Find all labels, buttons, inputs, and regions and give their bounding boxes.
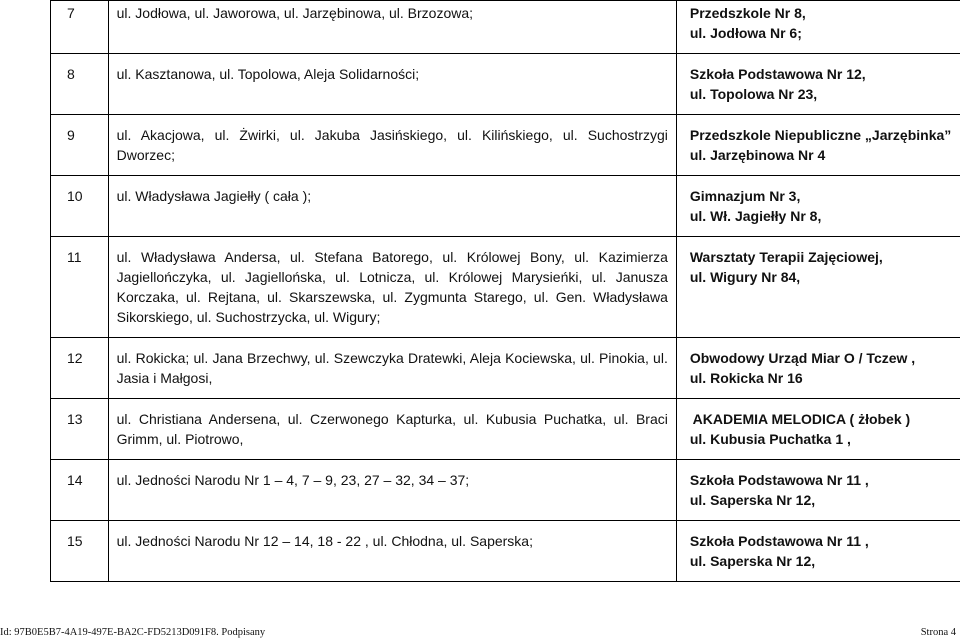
institution-name: Przedszkole Niepubliczne „Jarzębinka” (689, 127, 952, 143)
institution-cell (676, 115, 960, 176)
institution-cell (676, 521, 960, 582)
institution-cell (676, 54, 960, 115)
table-row (51, 54, 960, 115)
institution-address: ul. Rokicka Nr 16 (689, 370, 803, 386)
institution-name: Warsztaty Terapii Zajęciowej, (689, 249, 883, 265)
row-number: 11 (51, 237, 109, 338)
assignment-table (50, 0, 960, 582)
institution-name: Przedszkole Nr 8, (689, 5, 806, 21)
streets-cell: ul. Rokicka; ul. Jana Brzechwy, ul. Szewczyka Dratewki, Aleja Kociewska, ul. Pinokia, ul. Jasia i Małgosi, (108, 338, 676, 399)
table-row (51, 176, 960, 237)
page-number: Strona 4 (920, 627, 956, 638)
institution-address: ul. Jarzębinowa Nr 4 (689, 147, 826, 163)
institution-address: ul. Topolowa Nr 23, (689, 86, 818, 102)
document-id: Id: 97B0E5B7-4A19-497E-BA2C-FD5213D091F8. Podpisany (0, 627, 266, 638)
institution-cell (676, 176, 960, 237)
streets-cell: ul. Christiana Andersena, ul. Czerwonego Kapturka, ul. Kubusia Puchatka, ul. Braci Grimm, ul. Piotrowo, (108, 399, 676, 460)
table-row (51, 399, 960, 460)
row-number: 10 (51, 176, 109, 237)
table-row (51, 460, 960, 521)
institution-name: Gimnazjum Nr 3, (689, 188, 801, 204)
streets-cell: ul. Jedności Narodu Nr 1 – 4, 7 – 9, 23, 27 – 32, 34 – 37; (108, 460, 676, 521)
institution-address: ul. Saperska Nr 12, (689, 492, 816, 508)
institution-cell (676, 338, 960, 399)
institution-address: ul. Kubusia Puchatka 1 , (689, 431, 851, 447)
streets-cell: ul. Kasztanowa, ul. Topolowa, Aleja Solidarności; (108, 54, 676, 115)
streets-cell: ul. Jedności Narodu Nr 12 – 14, 18 - 22 , ul. Chłodna, ul. Saperska; (108, 521, 676, 582)
institution-name: Szkoła Podstawowa Nr 11 , (689, 533, 869, 549)
institution-address: ul. Wł. Jagiełły Nr 8, (689, 208, 822, 224)
streets-cell: ul. Akacjowa, ul. Żwirki, ul. Jakuba Jasińskiego, ul. Kilińskiego, ul. Suchostrzygi Dworzec; (108, 115, 676, 176)
institution-name: AKADEMIA MELODICA ( żłobek ) (692, 411, 911, 427)
streets-cell: ul. Władysława Andersa, ul. Stefana Batorego, ul. Królowej Bony, ul. Kazimierza Jagiellończyka, ul. Jagiellońska, ul. Lotnicza, ul. Królowej Marysieńki, ul. Janusza Korczaka, ul. Rejtana, ul. Skarszewska, ul. Zygmunta Starego, ul. Gen. Władysława Sikorskiego, ul. Suchostrzycka, ul. Wigury; (108, 237, 676, 338)
institution-address: ul. Wigury Nr 84, (689, 269, 801, 285)
table-row (51, 237, 960, 338)
table-row (51, 521, 960, 582)
institution-cell (676, 1, 960, 54)
institution-address: ul. Jodłowa Nr 6; (689, 25, 802, 41)
row-number: 7 (51, 1, 109, 54)
streets-cell: ul. Władysława Jagiełły ( cała ); (108, 176, 676, 237)
institution-name: Szkoła Podstawowa Nr 11 , (689, 472, 869, 488)
assignment-table-container (50, 0, 960, 582)
institution-cell (676, 460, 960, 521)
table-row (51, 1, 960, 54)
institution-address: ul. Saperska Nr 12, (689, 553, 816, 569)
streets-cell: ul. Jodłowa, ul. Jaworowa, ul. Jarzębinowa, ul. Brzozowa; (108, 1, 676, 54)
row-number: 9 (51, 115, 109, 176)
institution-cell (676, 237, 960, 338)
table-row (51, 338, 960, 399)
row-number: 13 (51, 399, 109, 460)
row-number: 8 (51, 54, 109, 115)
row-number: 12 (51, 338, 109, 399)
row-number: 14 (51, 460, 109, 521)
institution-name: Obwodowy Urząd Miar O / Tczew , (689, 350, 916, 366)
row-number: 15 (51, 521, 109, 582)
table-row (51, 115, 960, 176)
institution-name: Szkoła Podstawowa Nr 12, (689, 66, 866, 82)
page-footer (0, 623, 960, 643)
institution-cell (676, 399, 960, 460)
